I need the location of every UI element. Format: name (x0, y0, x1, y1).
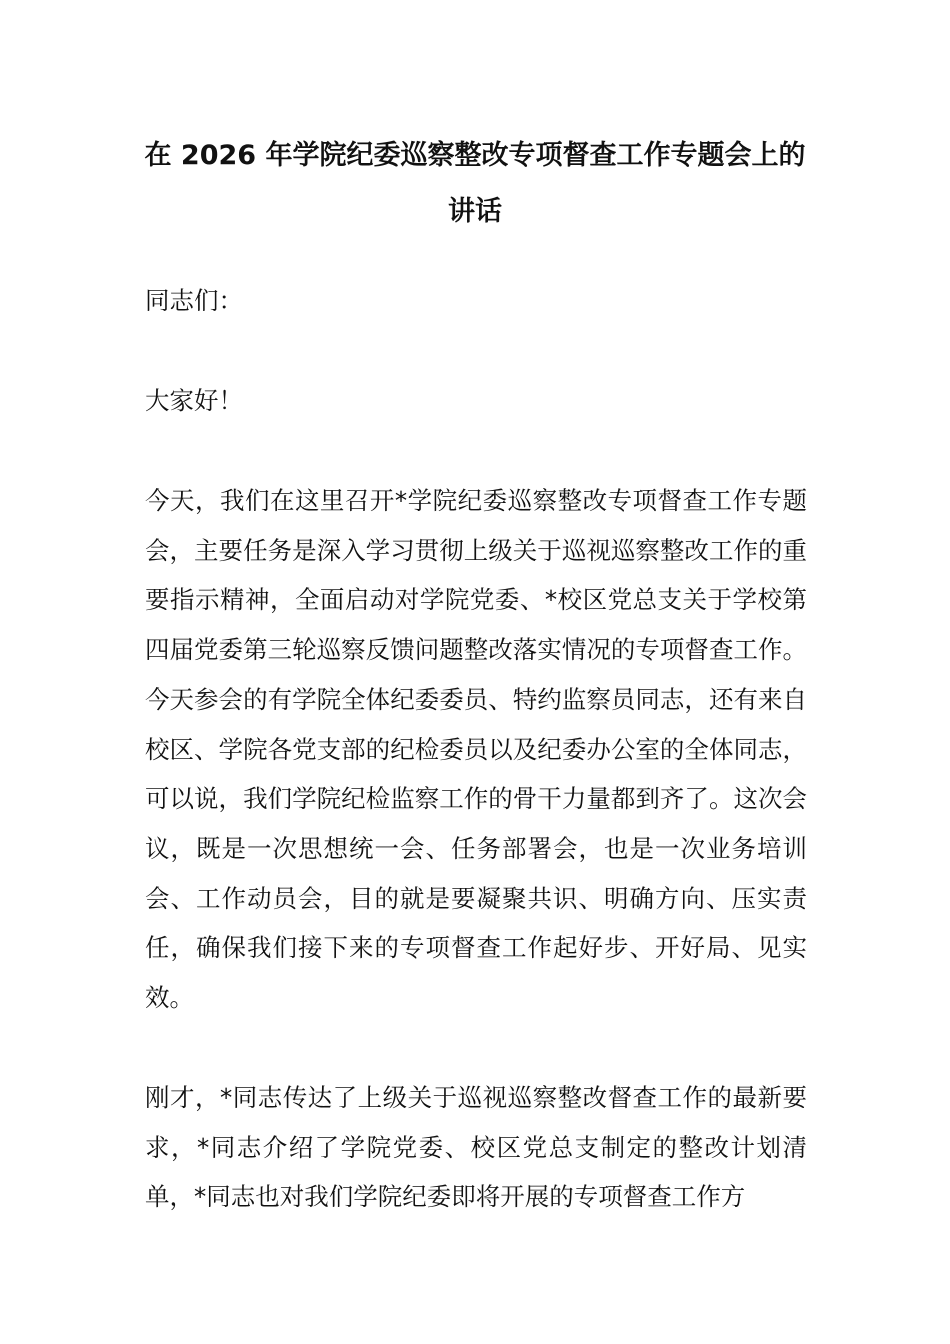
body-paragraph: 今天，我们在这里召开*学院纪委巡察整改专项督查工作专题会，主要任务是深入学习贯彻上级关于巡视巡察整改工作的重要指示精神，全面启动对学院党委、*校区党总支关于学校第四届党委第三轮巡察反馈问题整改落实情况的专项督查工作。今天参会的有学院全体纪委委员、特约监察员同志，还有来自校区、学院各党支部的纪检委员以及纪委办公室的全体同志，可以说，我们学院纪检监察工作的骨干力量都到齐了。这次会议，既是一次思想统一会、任务部署会，也是一次业务培训会、工作动员会，目的就是要凝聚共识、明确方向、压实责任，确保我们接下来的专项督查工作起好步、开好局、见实效。 (145, 486, 807, 1013)
document-title: 在 2026 年学院纪委巡察整改专项督查工作专题会上的讲话 (144, 140, 806, 227)
greeting-line: 大家好！ (145, 386, 243, 415)
salutation: 同志们： (145, 286, 243, 315)
body-paragraph: 刚才，*同志传达了上级关于巡视巡察整改督查工作的最新要求，*同志介绍了学院党委、校区党总支制定的整改计划清单，*同志也对我们学院纪委即将开展的专项督查工作方 (145, 1083, 807, 1212)
